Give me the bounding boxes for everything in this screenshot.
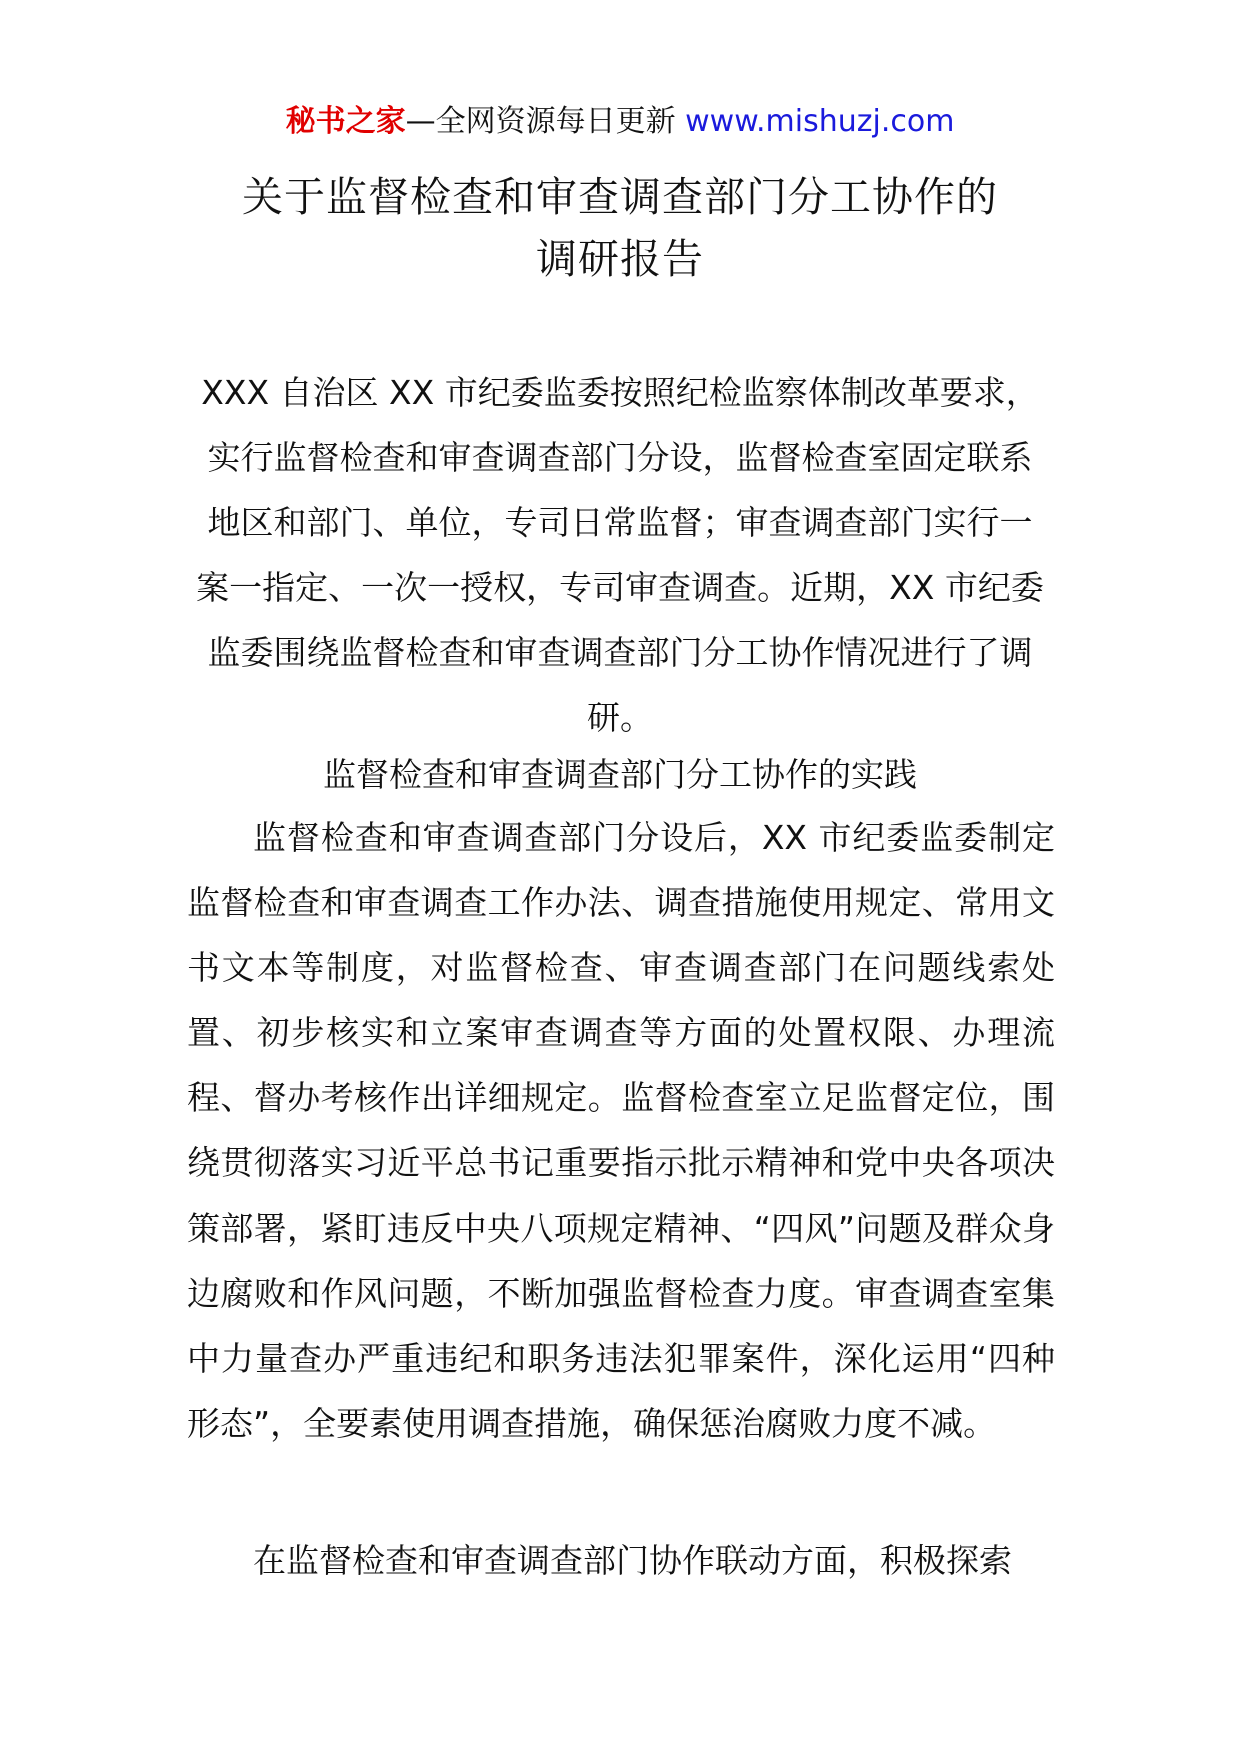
site-header bbox=[0, 102, 1240, 142]
header-slogan: —全网资源每日更新 bbox=[405, 104, 676, 139]
title-line-1: 关于监督检查和审查调查部门分工协作的 bbox=[242, 173, 998, 221]
title-line-2: 调研报告 bbox=[536, 235, 704, 283]
section-heading: 监督检查和审查调查部门分工协作的实践 bbox=[323, 755, 917, 794]
body-paragraph-2: 在监督检查和审查调查部门协作联动方面，积极探索 bbox=[253, 1541, 1012, 1580]
site-url-link[interactable]: www.mishuzj.com bbox=[685, 104, 955, 139]
intro-paragraph: XXX 自治区 XX 市纪委监委按照纪检监察体制改革要求，实行监督检查和审查调查部门分设，监督检查室固定联系地区和部门、单位，专司日常监督；审查调查部门实行一案一指定、一次一授权，专司审查调查。近期，XX 市纪委监委围绕监督检查和审查调查部门分工协作情况进行了调研。 bbox=[196, 373, 1044, 737]
body-paragraph-1: 监督检查和审查调查部门分设后，XX 市纪委监委制定监督检查和审查调查工作办法、调查措施使用规定、常用文书文本等制度，对监督检查、审查调查部门在问题线索处置、初步核实和立案审查调查等方面的处置权限、办理流程、督办考核作出详细规定。监督检查室立足监督定位，围绕贯彻落实习近平总书记重要指示批示精神和党中央各项决策部署，紧盯违反中央八项规定精神、“四风”问题及群众身边腐败和作风问题，不断加强监督检查力度。审查调查室集中力量查办严重违纪和职务违法犯罪案件，深化运用“四种形态”，全要素使用调查措施，确保惩治腐败力度不减。 bbox=[187, 818, 1055, 1443]
document-title bbox=[180, 166, 1060, 290]
brand-name: 秘书之家 bbox=[285, 104, 406, 139]
